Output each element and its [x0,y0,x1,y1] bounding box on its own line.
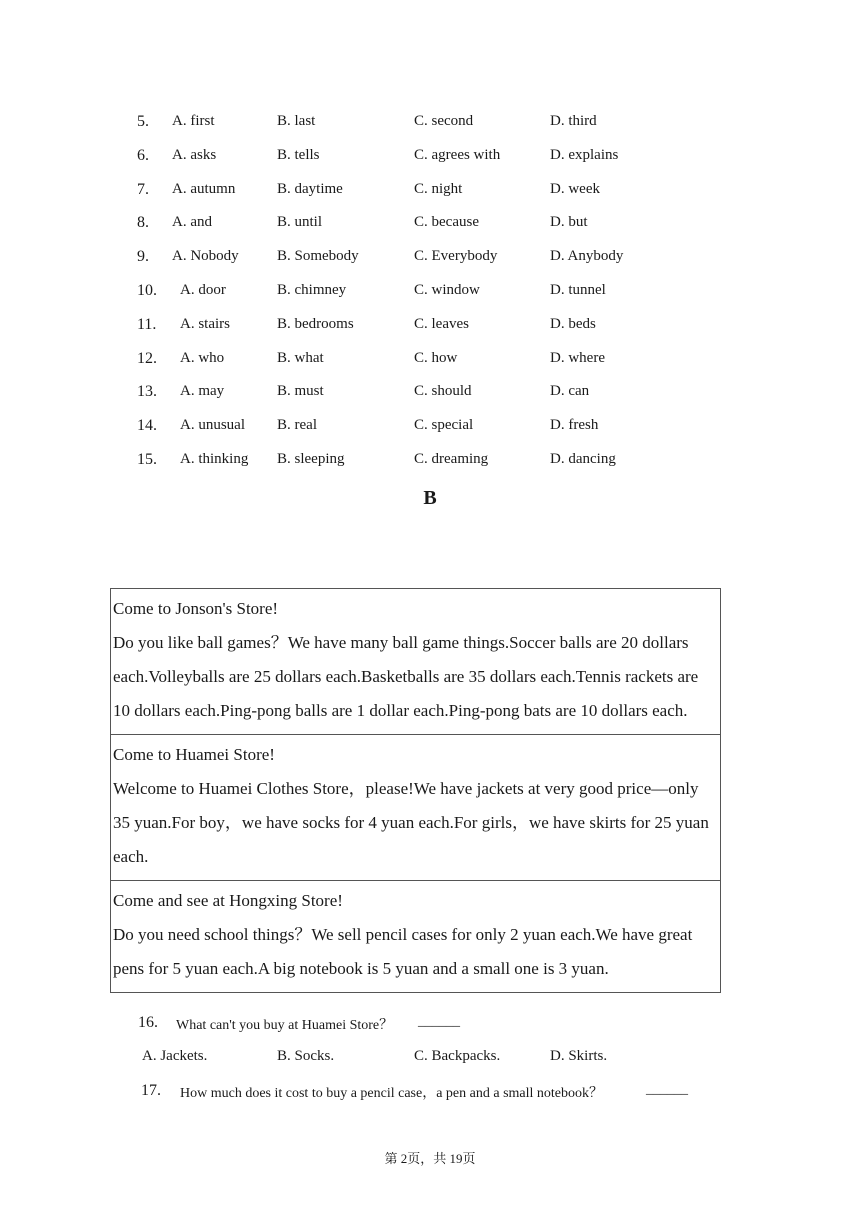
option-a: A. stairs [180,315,230,332]
option-b: B. real [277,417,317,434]
question-number: 12. [137,349,157,367]
option-d: D. dancing [550,451,616,467]
ad-row-jonson [111,589,721,735]
option-d: D. beds [550,315,596,332]
question-number: 17. [141,1082,161,1099]
ad-title: Come and see at Hongxing Store! [113,891,343,910]
question-number: 7. [137,180,149,198]
option-c: C. night [414,180,463,197]
option-b: B. bedrooms [277,315,354,332]
option-a: A. and [172,214,212,231]
option-c: C. Backpacks. [414,1048,501,1064]
option-d: D. Anybody [550,248,624,265]
question-number: 6. [137,146,149,164]
option-c: C. leaves [414,315,469,332]
ad-row-huamei [111,735,721,881]
ad-body: Do you need school things？We sell pencil cases for only 2 yuan each.We have great pens for 5 yuan each.A big notebook is 5 yuan and a small one is 3 yuan. [113,925,693,978]
option-c: C. Everybody [414,248,498,265]
option-a: A. who [180,349,225,366]
option-b: B. chimney [277,282,347,298]
ad-body: Welcome to Huamei Clothes Store，please!We have jackets at very good price—only 35 yuan.For boy，we have socks for 4 yuan each.For girls，we have skirts for 25 yuan each. [113,779,709,866]
option-a: A. unusual [180,417,245,434]
option-b: B. until [277,214,323,231]
option-d: D. week [550,180,600,197]
option-b: B. Somebody [277,248,359,265]
option-a: A. first [172,113,215,129]
option-c: C. dreaming [414,451,489,467]
question-number: 15. [137,451,157,468]
option-c: C. agrees with [414,146,501,163]
section-title: B [423,487,437,509]
question-number: 13. [137,383,157,401]
option-d: D. can [550,383,590,400]
option-a: A. door [180,282,226,298]
option-b: B. last [277,113,316,129]
option-d: D. explains [550,146,619,163]
option-d: D. tunnel [550,282,606,298]
question-number: 8. [137,214,149,232]
option-b: B. Socks. [277,1048,335,1064]
answer-blank: ______ [418,1014,460,1029]
option-a: A. Nobody [172,248,239,265]
option-a: A. thinking [180,451,249,467]
option-c: C. how [414,349,458,366]
option-c: C. because [414,214,479,231]
question-number: 14. [137,417,157,435]
option-b: B. what [277,349,324,366]
option-c: C. special [414,417,474,434]
option-c: C. window [414,282,480,298]
question-number: 11. [137,315,157,333]
question-number: 9. [137,248,149,266]
option-a: A. asks [172,146,217,163]
option-a: A. Jackets. [142,1048,208,1064]
option-a: A. autumn [172,180,236,197]
ads-table [110,588,721,993]
ad-title: Come to Huamei Store! [113,745,275,764]
question-text: What can't you buy at Huamei Store？ [176,1018,394,1033]
option-c: C. second [414,113,474,129]
ad-title: Come to Jonson's Store! [113,599,279,618]
option-b: B. tells [277,146,320,163]
option-d: D. third [550,113,597,129]
ad-row-hongxing [111,881,721,993]
option-d: D. where [550,349,605,366]
option-b: B. daytime [277,180,343,197]
question-text: How much does it cost to buy a pencil case，a pen and a small notebook？ [180,1086,604,1101]
option-b: B. must [277,383,324,400]
ad-body: Do you like ball games？We have many ball game things.Soccer balls are 20 dollars each.Volleyballs are 25 dollars each.Basketballs are 35 dollars each.Tennis rackets are 10 dollars each.Ping-pong balls are 1 dollar each.Ping-pong bats are 10 dollars each. [113,633,699,720]
question-number: 10. [137,282,157,299]
page-footer: 第 2页，共 19页 [384,1151,476,1166]
option-c: C. should [414,383,472,400]
option-b: B. sleeping [277,451,345,467]
answer-blank: ______ [646,1082,688,1097]
option-a: A. may [180,383,225,400]
option-d: D. fresh [550,417,599,434]
option-d: D. but [550,214,588,231]
option-d: D. Skirts. [550,1048,608,1064]
question-number: 16. [138,1014,158,1031]
question-number: 5. [137,113,149,130]
